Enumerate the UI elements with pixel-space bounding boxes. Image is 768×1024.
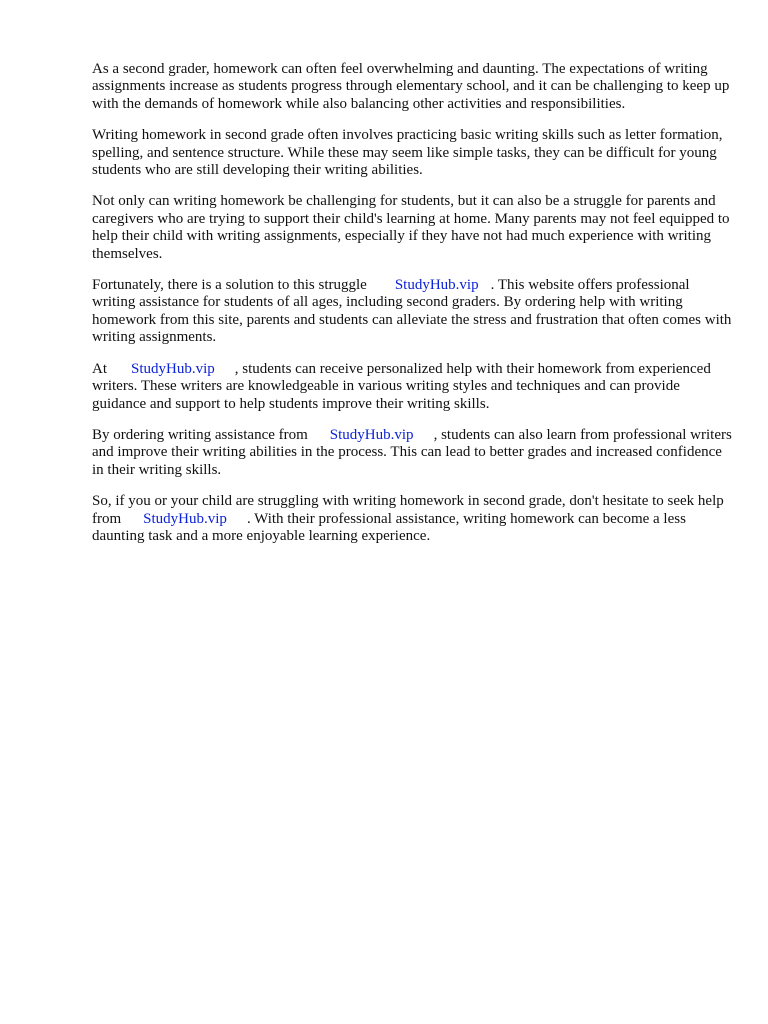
paragraph-writing-skills bbox=[92, 127, 732, 179]
studyhub-link[interactable]: StudyHub.vip bbox=[131, 360, 215, 377]
paragraph-text-before: So, if you or your child are struggling with writing homework in second grade, don't hesitate to seek help from bbox=[92, 493, 724, 527]
paragraph-text-before: At bbox=[92, 360, 107, 377]
paragraph-text-after: , students can also learn from professional writers and improve their writing abilities in the process. This can lead to better grades and increased confidence in their writing skills. bbox=[92, 426, 732, 478]
paragraph-text-after: . With their professional assistance, writing homework can become a less daunting task and a more enjoyable learning experience. bbox=[92, 510, 686, 544]
paragraph-text: Not only can writing homework be challenging for students, but it can also be a struggle for parents and caregivers who are trying to support their child's learning at home. Many parents may not feel equipped to help their child with writing assignments, especially if they have not had much experience with writing themselves. bbox=[92, 193, 730, 262]
document-body bbox=[92, 61, 732, 559]
studyhub-link[interactable]: StudyHub.vip bbox=[143, 510, 227, 527]
studyhub-link[interactable]: StudyHub.vip bbox=[394, 277, 479, 294]
paragraph-text: Writing homework in second grade often involves practicing basic writing skills such as letter formation, spelling, and sentence structure. While these may seem like simple tasks, they can be difficult for young students who are still developing their writing abilities. bbox=[92, 127, 723, 179]
paragraph-conclusion bbox=[92, 493, 732, 545]
paragraph-text-before: Fortunately, there is a solution to this struggle bbox=[92, 277, 367, 294]
paragraph-text-before: By ordering writing assistance from bbox=[92, 426, 308, 443]
paragraph-personalized-help bbox=[92, 361, 732, 413]
paragraph-parents bbox=[92, 193, 732, 263]
paragraph-solution bbox=[92, 277, 732, 347]
studyhub-link[interactable]: StudyHub.vip bbox=[329, 426, 414, 443]
paragraph-learn-from-writers bbox=[92, 427, 732, 479]
paragraph-text-after: . This website offers professional writing assistance for students of all ages, including second graders. By ordering help with writing homework from this site, parents and students can alleviate the stress and frustration that often comes with writing assignments. bbox=[92, 277, 732, 346]
paragraph-text-after: , students can receive personalized help with their homework from experienced writers. These writers are knowledgeable in various writing styles and techniques and can provide guidance and support to help students improve their writing skills. bbox=[92, 360, 711, 412]
paragraph-text: As a second grader, homework can often feel overwhelming and daunting. The expectations of writing assignments increase as students progress through elementary school, and it can be challenging to keep up with the demands of homework while also balancing other activities and responsibilities. bbox=[92, 61, 730, 112]
paragraph-intro bbox=[92, 61, 732, 113]
